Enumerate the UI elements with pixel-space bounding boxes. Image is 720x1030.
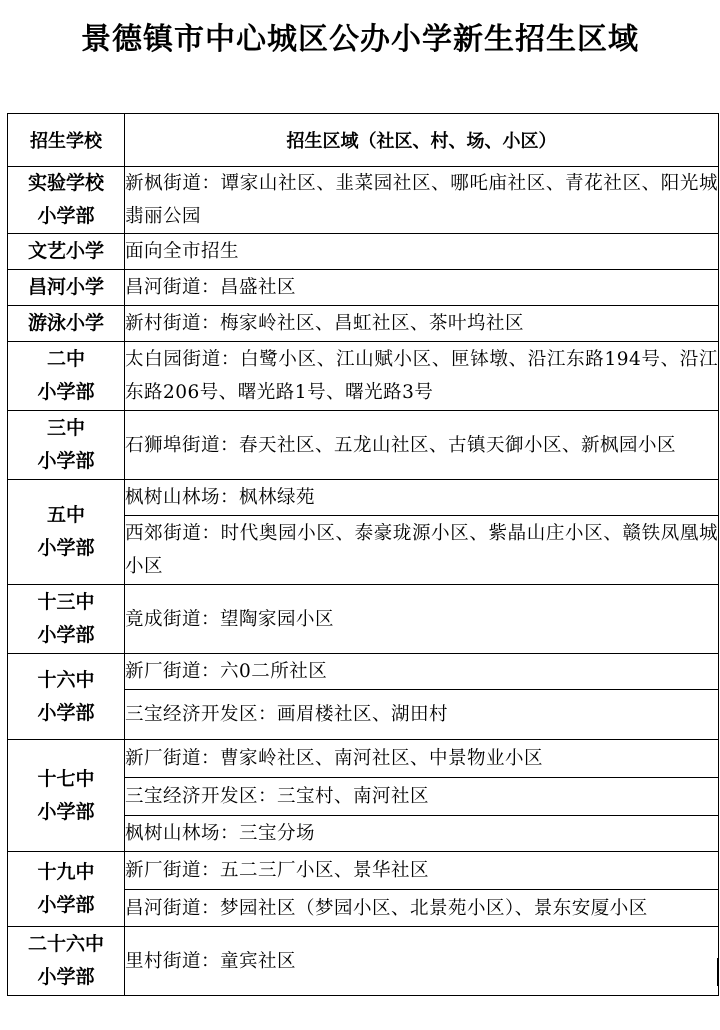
table-row (8, 167, 719, 234)
school-name-line: 昌河小学 (27, 276, 104, 298)
table-row (8, 654, 719, 690)
page-edge-mark (717, 958, 719, 986)
school-name-line: 小学部 (37, 894, 95, 916)
column-header-area: 招生区域（社区、村、场、小区） (125, 114, 719, 167)
enrollment-area-cell: 西郊街道：时代奥园小区、泰豪珑源小区、紫晶山庄小区、赣铁凤凰城小区 (125, 516, 719, 585)
school-name-line: 游泳小学 (27, 312, 104, 334)
school-name-line: 十六中 (37, 668, 95, 691)
enrollment-area-cell: 新厂街道：曹家岭社区、南河社区、中景物业小区 (125, 740, 719, 778)
school-name-cell (8, 585, 125, 654)
school-name-line: 小学部 (37, 800, 95, 823)
school-name-cell (8, 234, 125, 270)
table-row (8, 480, 719, 516)
enrollment-area-cell: 竟成街道：望陶家园小区 (125, 585, 719, 654)
enrollment-area-cell: 枫树山林场：三宝分场 (125, 816, 719, 852)
enrollment-area-cell: 石狮埠街道：春天社区、五龙山社区、古镇天御小区、新枫园小区 (125, 411, 719, 480)
school-name-line: 小学部 (37, 450, 95, 472)
table-row (8, 927, 719, 996)
table-row (8, 411, 719, 480)
table-header-row (8, 114, 719, 167)
enrollment-area-cell: 昌河街道：梦园社区（梦园小区、北景苑小区）、景东安厦小区 (125, 890, 719, 927)
column-header-school: 招生学校 (8, 114, 125, 167)
table-row (8, 852, 719, 890)
school-name-line: 十七中 (37, 767, 95, 790)
school-name-cell (8, 480, 125, 585)
school-name-cell (8, 342, 125, 411)
school-name-line: 小学部 (37, 205, 95, 227)
enrollment-table (7, 113, 719, 996)
school-name-cell (8, 411, 125, 480)
school-name-cell (8, 270, 125, 306)
table-row (8, 342, 719, 411)
school-name-line: 小学部 (37, 624, 95, 646)
enrollment-area-cell: 新厂街道：六0二所社区 (125, 654, 719, 690)
enrollment-area-cell: 新村街道：梅家岭社区、昌虹社区、茶叶坞社区 (125, 306, 719, 342)
school-name-line: 小学部 (37, 701, 95, 724)
enrollment-area-cell: 新厂街道：五二三厂小区、景华社区 (125, 852, 719, 890)
table-row (8, 585, 719, 654)
school-name-line: 十九中 (37, 861, 95, 883)
enrollment-area-cell: 新枫街道：谭家山社区、韭菜园社区、哪吒庙社区、青花社区、阳光城翡丽公园 (125, 167, 719, 234)
table-row (8, 234, 719, 270)
enrollment-area-cell: 昌河街道：昌盛社区 (125, 270, 719, 306)
school-name-cell (8, 167, 125, 234)
enrollment-area-cell: 面向全市招生 (125, 234, 719, 270)
school-name-line: 文艺小学 (27, 240, 104, 262)
school-name-line: 二中 (46, 348, 85, 370)
school-name-line: 二十六中 (27, 933, 104, 955)
school-name-cell (8, 927, 125, 996)
school-name-cell (8, 306, 125, 342)
school-name-cell (8, 740, 125, 852)
table-row (8, 270, 719, 306)
enrollment-area-cell: 里村街道：童宾社区 (125, 927, 719, 996)
enrollment-area-cell: 太白园街道：白鹭小区、江山赋小区、匣钵墩、沿江东路194号、沿江东路206号、曙光路1号、曙光路3号 (125, 342, 719, 411)
school-name-line: 十三中 (37, 591, 95, 613)
table-row (8, 740, 719, 778)
school-name-line: 小学部 (37, 966, 95, 988)
enrollment-area-cell: 枫树山林场：枫林绿苑 (125, 480, 719, 516)
school-name-line: 五中 (46, 504, 85, 526)
school-name-line: 小学部 (37, 381, 95, 403)
school-name-line: 小学部 (37, 537, 95, 559)
table-row (8, 306, 719, 342)
school-name-line: 三中 (46, 417, 85, 439)
school-name-line: 实验学校 (27, 172, 104, 194)
enrollment-area-cell: 三宝经济开发区：三宝村、南河社区 (125, 778, 719, 816)
enrollment-area-cell: 三宝经济开发区：画眉楼社区、湖田村 (125, 690, 719, 740)
page-title: 景德镇市中心城区公办小学新生招生区域 (81, 22, 639, 57)
school-name-cell (8, 852, 125, 927)
school-name-cell (8, 654, 125, 740)
